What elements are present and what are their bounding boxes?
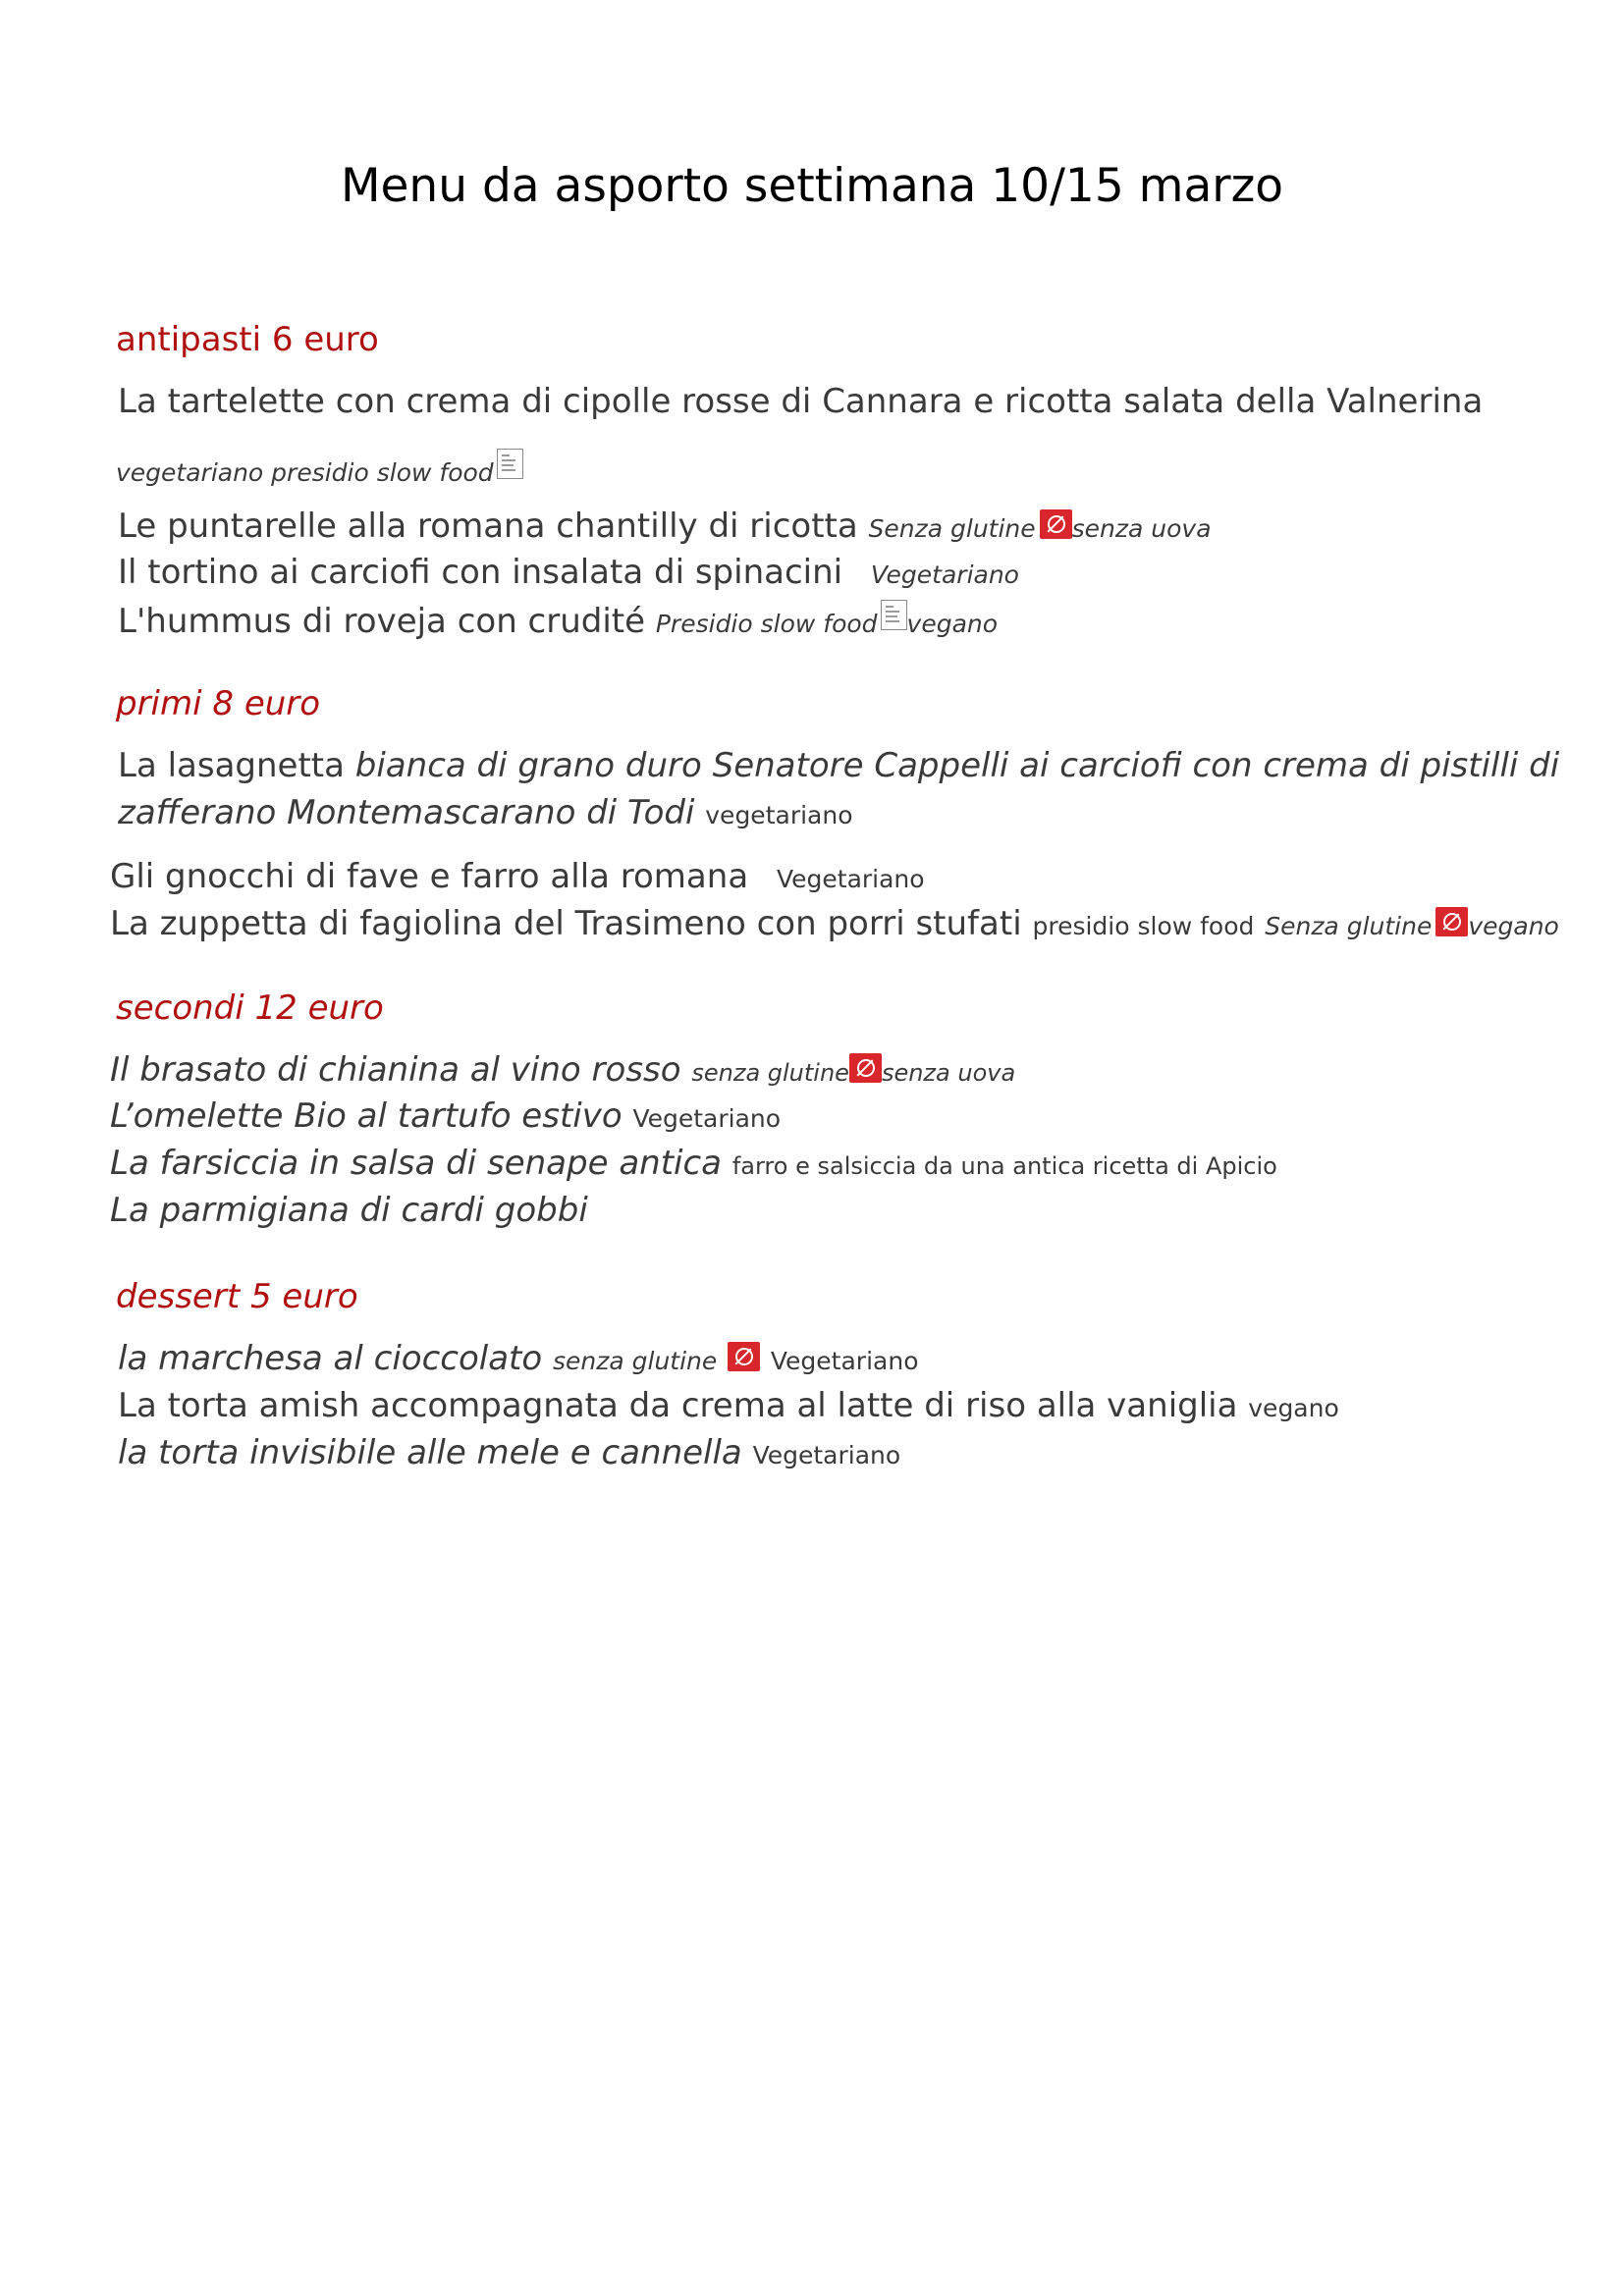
dish-tag: Presidio slow food [655,610,878,638]
page-title: Menu da asporto settimana 10/15 marzo [340,159,1284,213]
dish-tag: vegano [1468,912,1559,940]
dish-tag: senza glutine [552,1347,718,1375]
menu-item [110,857,925,896]
dish-name-cont: zafferano Montemascarano di Todi [118,793,695,832]
dish-name: Le puntarelle alla romana chantilly di ricotta [118,507,858,546]
dish-tag: vegano [1248,1394,1339,1422]
dish-name: La lasagnetta [118,746,345,785]
menu-item [118,382,1483,421]
dish-tag: Senza glutine [868,514,1036,543]
menu-item-cont [118,793,853,832]
dish-tag: senza uova [1071,514,1212,543]
dish-tag: vegetariano [705,801,853,829]
menu-item [110,1096,781,1136]
dish-tag: Senza glutine [1265,912,1433,940]
dish-name: Il tortino ai carciofi con insalata di spinacini [118,553,843,592]
gluten-free-icon [849,1053,882,1083]
menu-item [118,1339,919,1378]
dish-tag: vegetariano presidio slow food [116,458,494,487]
gluten-free-icon [1435,907,1468,936]
section-heading-secondi: secondi 12 euro [116,988,384,1028]
slow-food-icon [881,600,907,630]
dish-tag: senza glutine [691,1059,849,1087]
menu-item [118,746,1559,785]
dish-name: La zuppetta di fagiolina del Trasimeno con porri stufati [110,904,1022,943]
gluten-free-icon [728,1342,760,1371]
menu-item [110,904,1559,943]
dish-tag: Vegetariano [776,865,925,893]
menu-item [110,1191,588,1230]
slow-food-icon [497,449,523,479]
dish-name: L’omelette Bio al tartufo estivo [110,1096,623,1136]
section-heading-antipasti: antipasti 6 euro [116,320,379,359]
menu-item-tags [116,449,523,490]
menu-item [110,1144,1277,1183]
dish-name: la marchesa al cioccolato [118,1339,543,1378]
dish-tag: Vegetariano [752,1441,901,1469]
dish-name: La parmigiana di cardi gobbi [110,1191,588,1230]
dish-tag: Vegetariano [770,1347,919,1375]
menu-item [110,1050,1015,1090]
dish-tag: presidio slow food [1032,912,1255,940]
dish-name: Il brasato di chianina al vino rosso [110,1050,681,1090]
dish-name: Gli gnocchi di fave e farro alla romana [110,857,749,896]
section-heading-dessert: dessert 5 euro [116,1277,358,1316]
dish-tag: vegano [906,610,999,638]
dish-name: la torta invisibile alle mele e cannella [118,1433,742,1472]
section-heading-primi: primi 8 euro [116,684,321,723]
menu-item [118,1386,1339,1425]
dish-tag: Vegetariano [632,1104,782,1133]
dish-name: La torta amish accompagnata da crema al latte di riso alla vaniglia [118,1386,1238,1425]
dish-tag: Vegetariano [870,561,1019,589]
dish-name: L'hummus di roveja con crudité [118,602,646,641]
dish-name-cont: bianca di grano duro Senatore Cappelli ai carciofi con crema di pistilli di [354,746,1560,785]
dish-tag: farro e salsiccia da una antica ricetta di Apicio [731,1152,1277,1180]
dish-tag: senza uova [881,1059,1016,1087]
gluten-free-icon [1040,509,1072,539]
dish-name: La farsiccia in salsa di senape antica [110,1144,723,1183]
menu-item [118,600,998,641]
dish-name: La tartelette con crema di cipolle rosse di Cannara e ricotta salata della Valnerina [118,382,1484,421]
menu-item [118,1433,900,1472]
menu-item [118,553,1019,592]
menu-item [118,507,1212,546]
